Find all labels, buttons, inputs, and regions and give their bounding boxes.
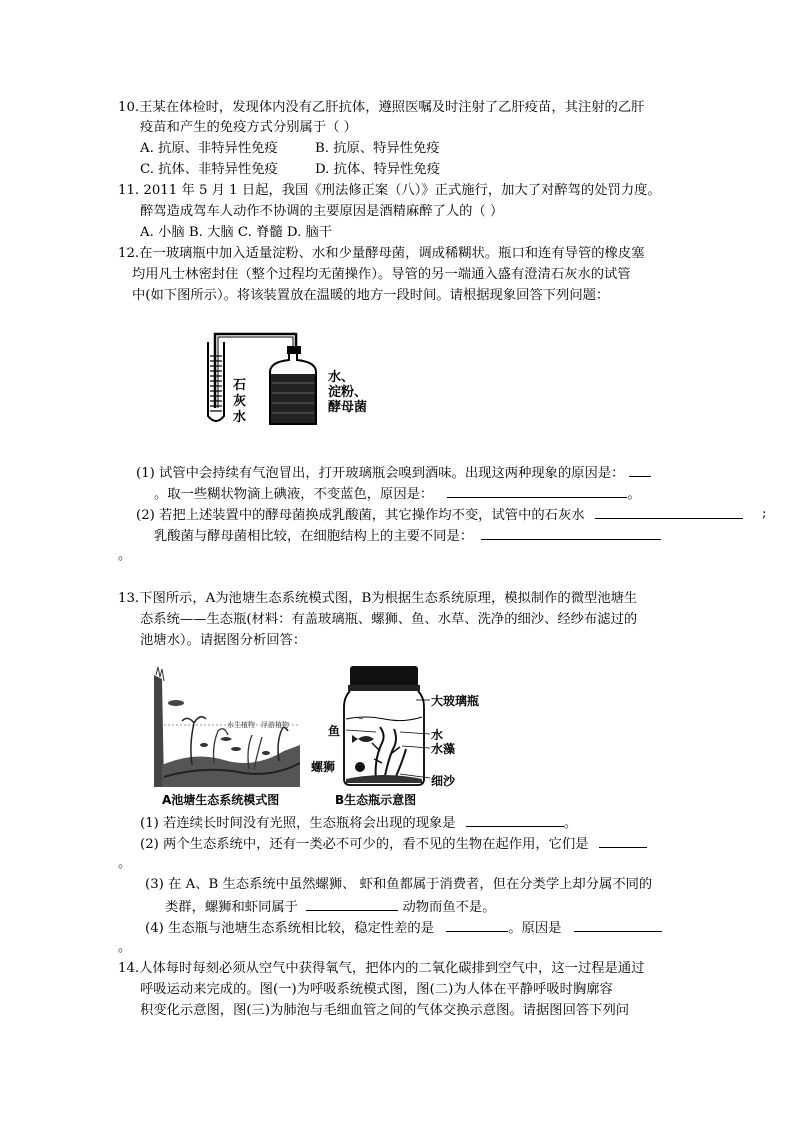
q13-sub1-text: (1) 若连续长时间没有光照，生态瓶将会出现的现象是 xyxy=(140,816,456,831)
q13-sub4-blank2[interactable] xyxy=(574,917,662,932)
q12-sub1-text: (1) 试管中会持续有气泡冒出，打开玻璃瓶会嗅到酒味。出现这两种现象的原因是： xyxy=(136,466,625,481)
q10-option-c: C. 抗体、非特异性免疫 xyxy=(140,162,278,177)
q13-sub2-text: (2) 两个生态系统中，还有一类必不可少的，看不见的生物在起作用，它们是 xyxy=(140,837,589,852)
q11-stem-line1: 11. 2011 年 5 月 1 日起，我国《刑法修正案（八）》正式施行，加大了对醉驾的处罚力度。 xyxy=(118,183,661,198)
q13-sub1-line xyxy=(140,812,577,834)
q12-stem-line1: 12.在一玻璃瓶中加入适量淀粉、水和少量酵母菌，调成稀糊状。瓶口和连有导管的橡皮塞 xyxy=(118,246,645,261)
q12-stem-line3: 中(如下图所示）。将该装置放在温暖的地方一段时间。请根据现象回答下列问题： xyxy=(132,288,610,303)
q13-sub3-text-post: 动物而鱼不是。 xyxy=(402,900,496,915)
q13-sub2-blank[interactable] xyxy=(599,833,647,848)
q13-figB-leader-lines xyxy=(340,690,440,782)
q13-sub4-blank1[interactable] xyxy=(446,917,508,932)
q12-sub2-line2 xyxy=(154,525,661,547)
q12-sub2-line1 xyxy=(136,504,743,526)
q12-sub2-text: (2) 若把上述装置中的酵母菌换成乳酸菌，其它操作均不变，试管中的石灰水 xyxy=(136,508,585,523)
q12-bottle-label-water: 水、 xyxy=(328,370,355,385)
q14-stem-line1: 14.人体每时每刻必须从空气中获得氧气，把体内的二氧化碳排到空气中，这一过程是通过 xyxy=(118,961,645,976)
q13-figA-tag-phytoplankton: 浮游植物 xyxy=(261,721,289,729)
q13-figA-caption: A池塘生态系统模式图 xyxy=(162,793,280,807)
q12-bottle-label xyxy=(328,370,367,415)
q12-sub1-blank1[interactable] xyxy=(629,462,651,477)
q10-stem-line2: 疫苗和产生的免疫方式分别属于（ ） xyxy=(140,120,357,135)
q13-figB-label-water: 水 xyxy=(431,728,444,742)
q14-stem-line2: 呼吸运动来完成的。图(一)为呼吸系统模式图，图(二)为人体在平静呼吸时胸廓容 xyxy=(140,982,613,997)
q13-stem-line3: 池塘水）。请据图分析回答： xyxy=(140,633,307,648)
q13-figB-caption: B生态瓶示意图 xyxy=(335,793,417,807)
q13-sub3-text-pre: 类群，螺狮和虾同属于 xyxy=(165,900,298,915)
q13-figB-label-fish: 鱼 xyxy=(328,724,341,738)
q13-sub2-period: 。 xyxy=(118,856,132,871)
q12-sub2-blank2[interactable] xyxy=(481,525,661,540)
q13-sub1-blank[interactable] xyxy=(466,812,564,827)
q12-sub2-semicolon: ; xyxy=(762,506,767,521)
q13-sub4-text-pre: (4) 生态瓶与池塘生态系统相比较，稳定性差的是 xyxy=(145,921,434,936)
q13-sub4-line xyxy=(145,917,662,939)
q10-option-a: A. 抗原、非特异性免疫 xyxy=(140,141,278,156)
q13-figB-label-snail: 螺狮 xyxy=(311,760,336,774)
q12-sub2-blank1[interactable] xyxy=(595,504,743,519)
q13-figB-label-sand: 细沙 xyxy=(431,774,456,788)
q10-stem-line1: 10.王某在体检时，发现体内没有乙肝抗体，遵照医嘱及时注射了乙肝疫苗，其注射的乙肝 xyxy=(118,100,645,115)
q13-sub4-text-mid: 。原因是 xyxy=(508,921,562,936)
q12-bottle-label-yeast: 酵母菌 xyxy=(328,400,368,415)
q10-option-b: B. 抗原、特异性免疫 xyxy=(315,141,440,156)
q13-sub4-period: 。 xyxy=(118,940,132,955)
q13-figB-label-jar: 大玻璃瓶 xyxy=(431,694,480,708)
q12-sub1-line1 xyxy=(136,462,651,484)
q11-stem-line2: 醉驾造成驾车人动作不协调的主要原因是酒精麻醉了人的（ ） xyxy=(140,204,504,219)
q14-stem-line3: 积变化示意图，图(三)为肺泡与毛细血管之间的气体交换示意图。请据图回答下列问 xyxy=(140,1003,630,1018)
q13-figB-label-algae: 水藻 xyxy=(431,742,456,756)
q12-sub1-period: 。 xyxy=(627,487,641,502)
q12-tube-label: 石灰水 xyxy=(233,378,247,425)
q12-sub1-text2: 。取一些糊状物滴上碘液，不变蓝色，原因是： xyxy=(154,487,434,502)
q13-stem-line2: 态系统——生态瓶(材料：有盖玻璃瓶、螺狮、鱼、水草、洗净的细沙、经纱布滤过的 xyxy=(140,612,638,627)
q12-sub1-blank2[interactable] xyxy=(447,483,627,498)
q12-sub2-text2: 乳酸菌与酵母菌相比较，在细胞结构上的主要不同是： xyxy=(154,529,474,544)
svg-text:~: ~ xyxy=(358,715,364,723)
q12-bottle-label-starch: 淀粉、 xyxy=(328,385,368,400)
q11-options: A. 小脑 B. 大脑 C. 脊髓 D. 脑干 xyxy=(140,225,333,240)
q12-sub1-line2 xyxy=(154,483,641,505)
q13-sub1-period: 。 xyxy=(563,816,578,831)
q13-figA-tag-aquatic-plant: 水生植物 xyxy=(227,721,255,729)
q12-stem-line2: 均用凡士林密封住（整个过程均无菌操作）。导管的另一端通入盛有澄清石灰水的试管 xyxy=(132,267,631,282)
q13-stem-line1: 13.下图所示，A为池塘生态系统模式图，B为根据生态系统原理，模拟制作的微型池塘生 xyxy=(118,591,638,606)
q10-option-d: D. 抗体、特异性免疫 xyxy=(315,162,441,177)
q13-sub3-blank[interactable] xyxy=(306,896,398,911)
q13-sub3-line2 xyxy=(165,896,496,918)
q13-sub3-line1: (3) 在 A、B 生态系统中虽然螺狮、 虾和鱼都属于消费者，但在分类学上却分属不同的 xyxy=(145,877,653,892)
svg-text:~: ~ xyxy=(392,717,398,725)
q13-sub2-line xyxy=(140,833,647,855)
q12-sub2-period: 。 xyxy=(118,548,132,563)
